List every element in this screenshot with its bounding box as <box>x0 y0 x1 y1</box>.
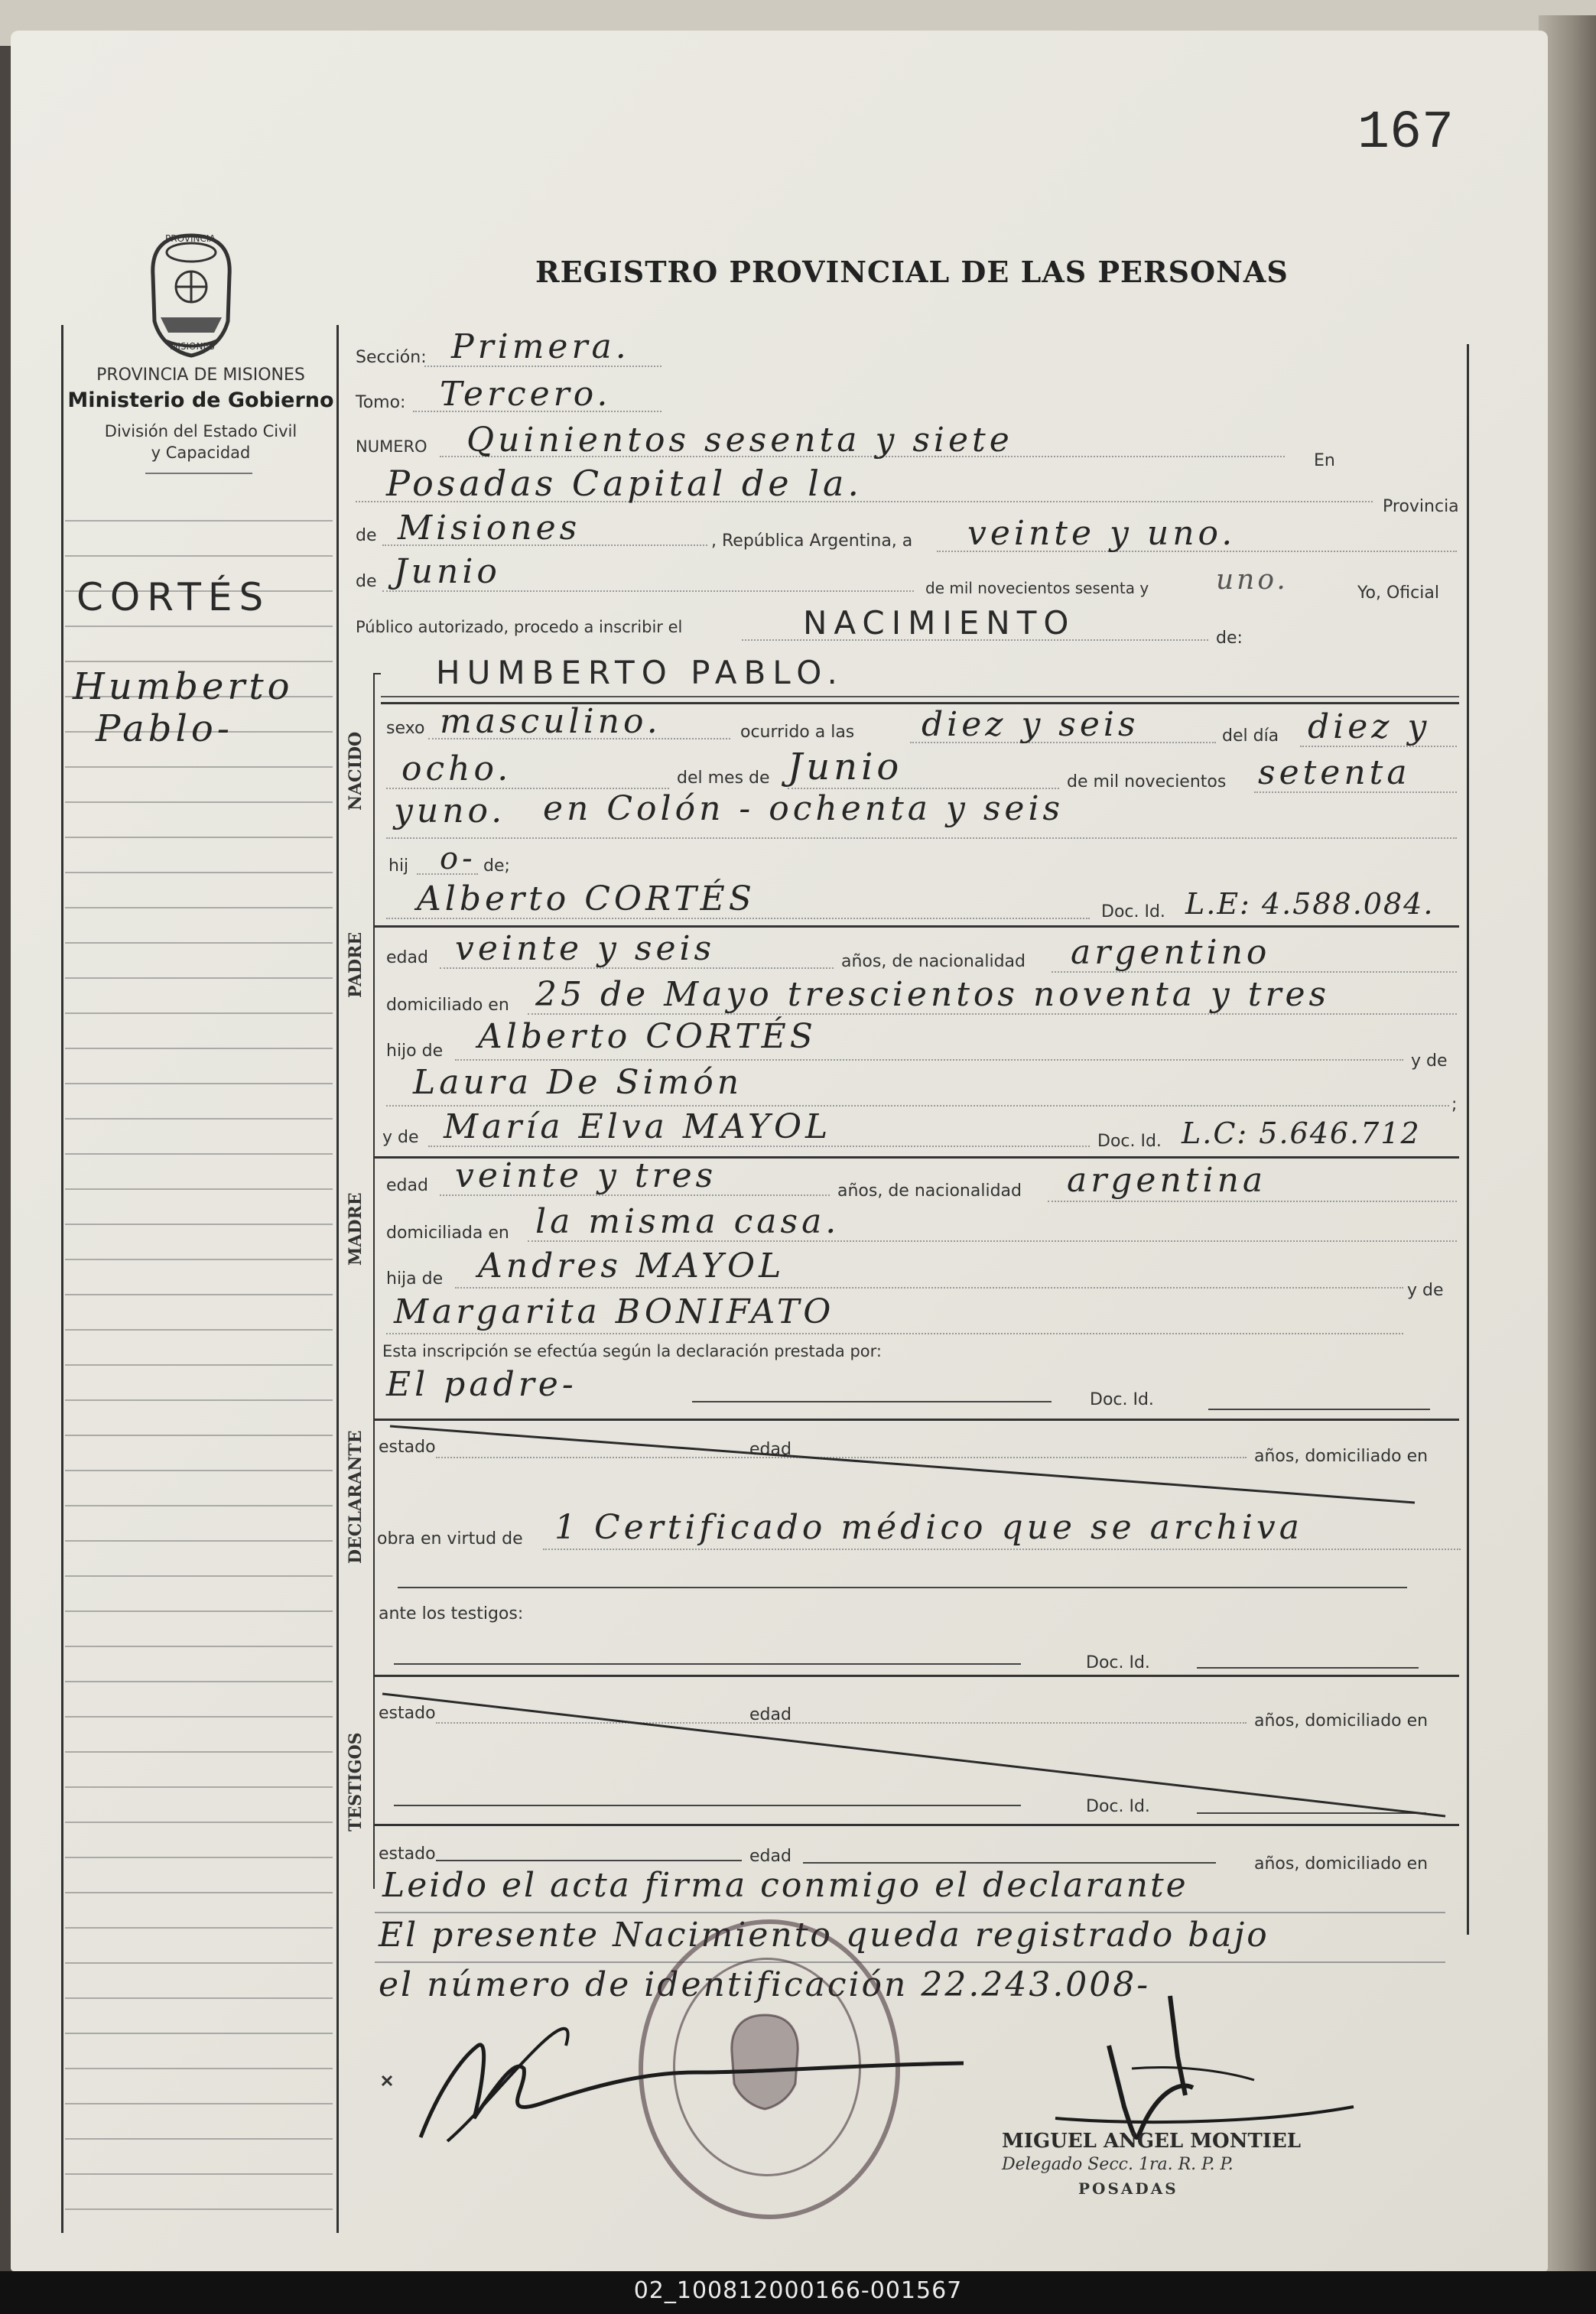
value-en: Posadas Capital de la. <box>386 463 863 504</box>
label-de-colon: de: <box>1216 629 1243 648</box>
value-seccion: Primera. <box>451 327 630 366</box>
label-testigo-1-domiciliado: años, domiciliado en <box>1254 1711 1429 1731</box>
margin-surname: CORTÉS <box>76 575 271 619</box>
label-ante-testigos: ante los testigos: <box>379 1604 524 1623</box>
value-mes: Junio <box>394 552 501 591</box>
label-declarante-domiciliado: años, domiciliado en <box>1254 1447 1429 1466</box>
value-lugar: en Colón - ochenta y seis <box>543 789 1065 828</box>
label-en: En <box>1314 451 1335 470</box>
label-padre-nac: años, de nacionalidad <box>841 952 1026 971</box>
label-de-1: de <box>356 526 377 545</box>
value-madre-nombre: María Elva MAYOL <box>444 1107 832 1146</box>
value-dia-nac-1: diez y <box>1308 707 1431 746</box>
label-declarante-estado: estado <box>379 1438 436 1457</box>
nota-1-line <box>375 1912 1445 1913</box>
value-hij: o- <box>440 841 476 876</box>
margin-given-2: Pablo- <box>96 707 233 750</box>
label-sexo: sexo <box>386 719 425 738</box>
stamp-name: MIGUEL ANGEL MONTIEL <box>1002 2130 1302 2153</box>
label-numero: NUMERO <box>356 437 427 456</box>
value-padre-edad: veinte y seis <box>455 929 716 968</box>
value-obra: 1 Certificado médico que se archiva <box>554 1508 1304 1547</box>
value-madre-hija-de: Andres MAYOL <box>478 1246 785 1285</box>
image-caption: 02_100812000166-001567 <box>633 2277 963 2304</box>
value-madre-doc: L.C: 5.646.712 <box>1182 1116 1421 1150</box>
label-testigo-1-edad: edad <box>749 1705 791 1724</box>
label-del-mes: del mes de <box>677 769 770 788</box>
page-title: REGISTRO PROVINCIAL DE LAS PERSONAS <box>535 255 1289 289</box>
seal-text-top: PROVINCIA <box>165 233 216 244</box>
label-testigo-2-doc: Doc. Id. <box>1086 1797 1150 1816</box>
label-tomo: Tomo: <box>356 393 406 412</box>
value-padre-dom: 25 de Mayo trescientos noventa y tres <box>535 975 1331 1014</box>
value-provincia: Misiones <box>398 509 581 548</box>
label-madre-y-de-2: y de <box>1407 1281 1444 1300</box>
label-seccion: Sección: <box>356 348 427 367</box>
label-testigo-1-doc: Doc. Id. <box>1086 1653 1150 1672</box>
label-padre-dom: domiciliado en <box>386 996 509 1015</box>
value-acto: NACIMIENTO <box>803 604 1076 642</box>
value-madre-edad: veinte y tres <box>455 1156 717 1195</box>
label-hij: hij <box>388 856 409 876</box>
nota-2-line <box>375 1961 1445 1963</box>
value-numero: Quinientos sesenta y siete <box>466 421 1013 460</box>
label-testigo-2-edad: edad <box>749 1847 791 1866</box>
value-nota-2: El presente Nacimiento queda registrado bajo <box>379 1916 1269 1955</box>
side-label-padre: PADRE <box>346 931 366 998</box>
value-anio-nac-1: setenta <box>1258 753 1411 792</box>
org-capacity: y Capacidad <box>151 444 251 462</box>
label-de-2: de <box>356 572 377 591</box>
page-number: 167 <box>1357 103 1455 164</box>
label-de-semi: de; <box>483 856 510 876</box>
label-padre-edad: edad <box>386 948 428 967</box>
side-label-testigos: TESTIGOS <box>346 1732 366 1831</box>
value-padre-y-de: Laura De Simón <box>413 1063 743 1102</box>
label-publico: Público autorizado, procedo a inscribir el <box>356 618 683 636</box>
value-padre-nombre: Alberto CORTÉS <box>417 879 756 918</box>
value-declarante: El padre- <box>386 1365 577 1404</box>
value-dia-nac-2: ocho. <box>401 749 512 788</box>
seal-text-bottom: MISIONES <box>170 341 215 352</box>
label-obra: obra en virtud de <box>377 1529 523 1549</box>
label-de-mil: de mil novecientos sesenta y <box>925 579 1149 597</box>
value-padre-nac: argentino <box>1071 933 1271 972</box>
stamp-role: Delegado Secc. 1ra. R. P. P. <box>1002 2155 1234 2174</box>
label-semicolon: ; <box>1451 1095 1458 1114</box>
label-padre-hijo-de: hijo de <box>386 1042 444 1061</box>
label-declarante-doc: Doc. Id. <box>1090 1390 1154 1409</box>
margin-given-1: Humberto <box>73 665 294 708</box>
value-nota-1: Leido el acta firma conmigo el declarante <box>382 1866 1188 1905</box>
org-province: PROVINCIA DE MISIONES <box>96 366 305 385</box>
value-anio-nac-2: yuno. <box>394 791 506 830</box>
side-label-nacido: NACIDO <box>346 731 366 811</box>
value-mes-nac: Junio <box>788 746 903 788</box>
label-ocurrido: ocurrido a las <box>740 723 855 742</box>
value-madre-dom: la misma casa. <box>535 1202 840 1241</box>
label-madre-nac: años, de nacionalidad <box>837 1181 1022 1201</box>
signatures <box>367 1973 1407 2187</box>
label-esta-inscripcion: Esta inscripción se efectúa según la declaración prestada por: <box>382 1342 882 1360</box>
label-declarante-edad: edad <box>749 1440 791 1459</box>
side-label-declarante: DECLARANTE <box>346 1430 366 1564</box>
label-testigo-2-estado: estado <box>379 1844 436 1864</box>
label-yo-oficial: Yo, Oficial <box>1357 583 1439 603</box>
org-ministry: Ministerio de Gobierno <box>67 388 334 412</box>
value-madre-y-de: Margarita BONIFATO <box>394 1292 835 1331</box>
value-nombre: HUMBERTO PABLO. <box>436 654 844 691</box>
value-padre-doc: L.E: 4.588.084. <box>1185 887 1435 921</box>
stamp-city: POSADAS <box>1078 2179 1178 2198</box>
label-madre-dom: domiciliada en <box>386 1224 509 1243</box>
value-sexo: masculino. <box>440 702 661 741</box>
label-padre-y-de: y de <box>1411 1051 1448 1071</box>
label-de-mil-2: de mil novecientos <box>1067 772 1227 791</box>
label-madre-y-de: y de <box>382 1128 419 1147</box>
value-padre-hijo-de: Alberto CORTÉS <box>478 1017 817 1056</box>
value-tomo: Tercero. <box>440 375 612 414</box>
value-nota-3: el número de identificación 22.243.008- <box>379 1965 1151 2004</box>
label-madre-edad: edad <box>386 1176 428 1195</box>
value-hora: diez y seis <box>922 705 1139 744</box>
label-madre-hija-de: hija de <box>386 1269 444 1289</box>
value-madre-nac: argentina <box>1067 1161 1267 1200</box>
org-division: División del Estado Civil <box>104 422 297 440</box>
label-padre-doc: Doc. Id. <box>1101 902 1165 921</box>
label-republica: , República Argentina, a <box>711 531 913 551</box>
side-label-madre: MADRE <box>346 1192 366 1266</box>
label-del-dia: del día <box>1222 726 1279 746</box>
label-madre-doc: Doc. Id. <box>1097 1132 1162 1151</box>
value-anio: uno. <box>1216 564 1289 596</box>
value-dia: veinte y uno. <box>967 514 1237 553</box>
label-provincia: Provincia <box>1383 497 1459 516</box>
label-testigo-1-estado: estado <box>379 1704 436 1723</box>
label-testigo-2-domiciliado: años, domiciliado en <box>1254 1854 1429 1874</box>
